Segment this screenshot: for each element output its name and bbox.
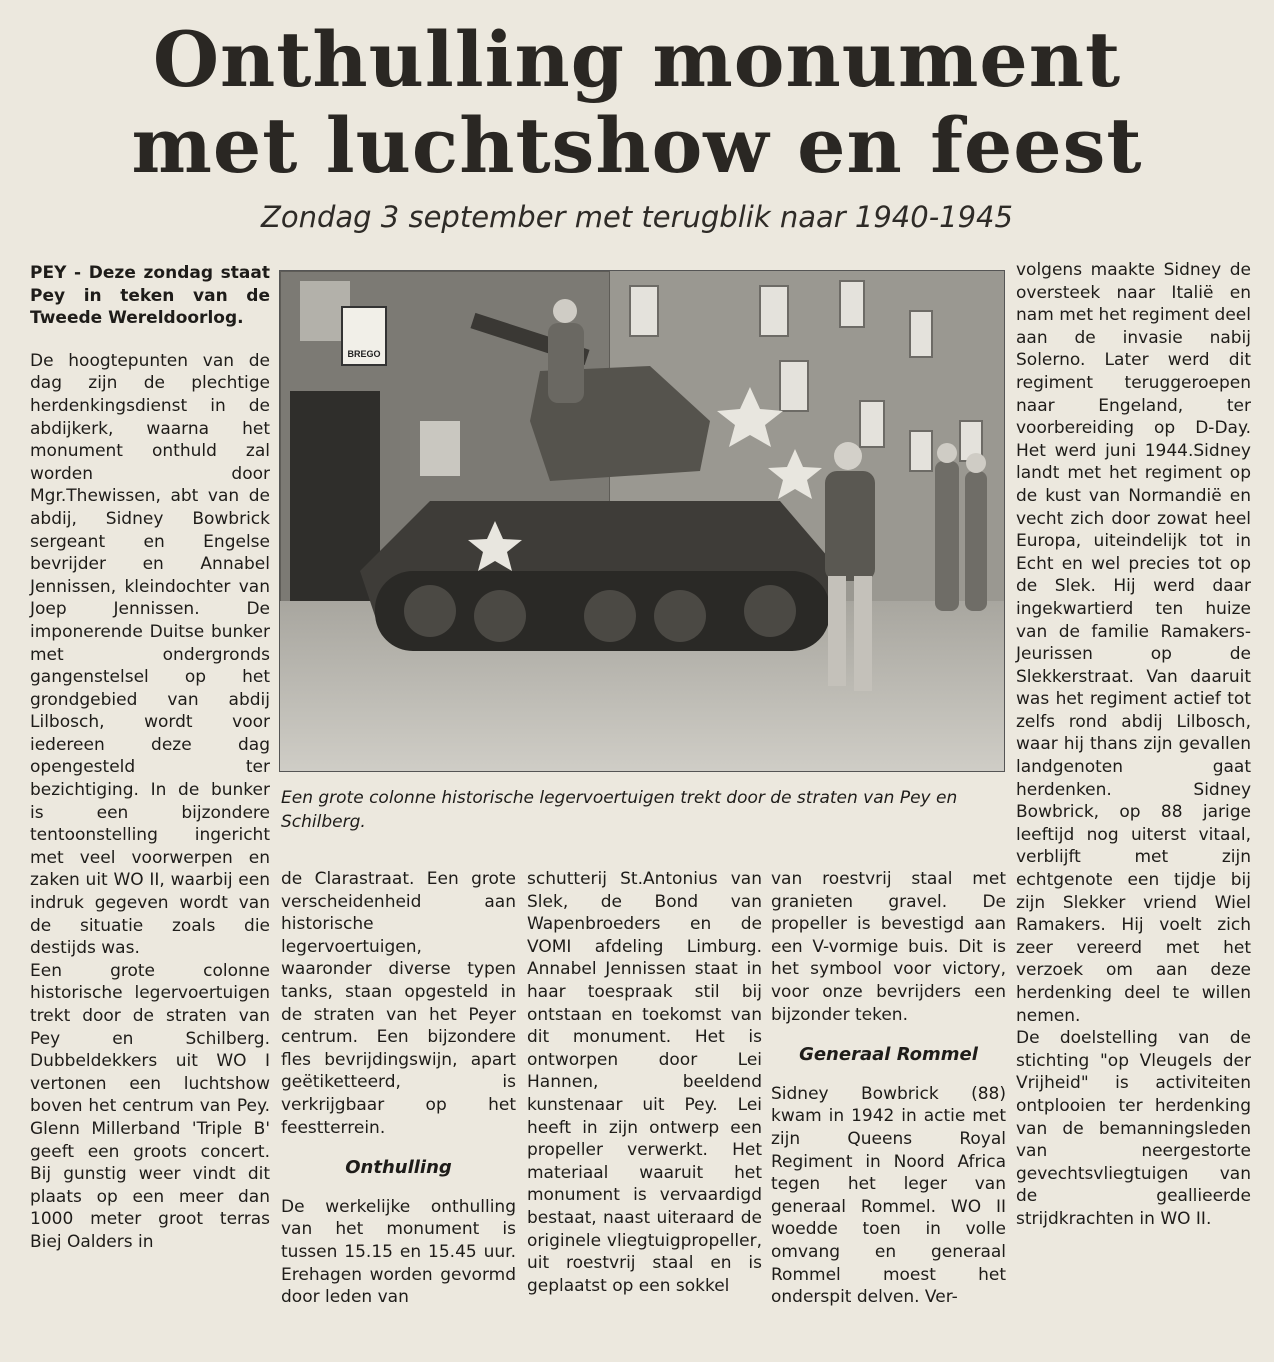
article-column-5 [1016, 259, 1251, 1231]
article-paragraph: De doelstelling van de stichting "op Vleugels der Vrijheid" is activiteiten ontplooien ter herdenking van de bemanningsleden van neergestorte gevechtsvliegtuigen van de geallieerde strijdkrachten in WO II. [1016, 1028, 1251, 1229]
subhead-generaal-rommel: Generaal Rommel [799, 1044, 978, 1066]
article-paragraph: van roestvrij staal met granieten gravel. De propeller is bevestigd aan een V-vormige buis. Dit is het symbool voor victory, voor onze bevrijders een bijzonder teken. [771, 869, 1006, 1025]
headline-line-1: Onthulling monument [152, 15, 1122, 104]
headline-line-2: met luchtshow en feest [131, 101, 1143, 190]
tank-photo [279, 270, 1005, 772]
article-paragraph: De werkelijke onthulling van het monument is tussen 15.15 en 15.45 uur. Erehagen worden gevormd door leden van [281, 1196, 516, 1308]
article-paragraph: schutterij St.Antonius van Slek, de Bond van Wapenbroeders en de VOMI afdeling Limburg. Annabel Jennissen staat in haar toespraak stil bij ontstaan en toekomst van dit monument. Het is ontworpen door Lei Hannen, beeldend kunstenaar uit Pey. Lei heeft in zijn ontwerp een propeller verwerkt. Het materiaal waaruit het monument is vervaardigd bestaat, naast uiteraard de originele vliegtuigpropeller, uit roestvrij staal en is geplaatst op een sokkel [527, 869, 762, 1296]
shop-sign-text: BREGO [347, 349, 381, 359]
article-column-1 [30, 262, 270, 1254]
article-paragraph: Sidney Bowbrick (88) kwam in 1942 in actie met zijn Queens Royal Regiment in Noord Africa tegen het leger van generaal Rommel. WO II woedde toen in volle omvang en generaal Rommel moest het onderspit delven. Ver- [771, 1083, 1006, 1308]
article-column-3 [527, 868, 762, 1297]
article-paragraph: volgens maakte Sidney de oversteek naar Italië en nam met het regiment deel aan de invasie nabij Solerno. Later werd dit regiment teruggeroepen naar Engeland, ter voorbereiding op D-Day. Het werd juni 1944.Sidney landt met het regiment op de kust van Normandië en vecht zich door zowat heel Europa, uiteindelijk tot in Echt en wel precies tot op de Slek. Hij werd daar ingekwartierd ten huize van de familie Ramakers-Jeurissen op de Slekkerstraat. Van daaruit was het regiment actief tot zelfs rond abdij Lilbosch, waar hij thans zijn gevallen landgenoten gaat herdenken. Sidney Bowbrick, op 88 jarige leeftijd nog uiterst vitaal, verblijft met zijn echtgenote een tijdje bij zijn Slekker vriend Wiel Ramakers. Hij voelt zich zeer vereerd met het verzoek om aan deze herdenking deel te willen nemen. [1016, 260, 1251, 1026]
article-paragraph: Een grote colonne historische legervoertuigen trekt door de straten van Pey en Schilberg. Dubbeldekkers uit WO I vertonen een luchtshow boven het centrum van Pey. Glenn Millerband 'Triple B' geeft een groots concert. Bij gunstig weer vindt dit plaats op een meer dan 1000 meter groot terras Biej Oalders in [30, 960, 270, 1252]
tank-photo-illustration [280, 271, 1004, 771]
article-column-2 [281, 868, 516, 1309]
photo-caption: Een grote colonne historische legervoertuigen trekt door de straten van Pey en Schilberg. [281, 788, 958, 832]
article-paragraph: de Clarastraat. Een grote verscheidenheid aan historische legervoertuigen, waaronder diverse typen tanks, staan opgesteld in de straten van het Peyer centrum. Een bijzondere fles bevrijdingswijn, apart geëtiketteerd, is verkrijgbaar op het feestterrein. [281, 869, 516, 1138]
article-column-4 [771, 868, 1006, 1309]
article-lead: PEY - Deze zondag staat Pey in teken van de Tweede Wereldoorlog. [30, 263, 270, 329]
subhead-onthulling: Onthulling [345, 1157, 452, 1179]
article-paragraph: De hoogtepunten van de dag zijn de plechtige herdenkingsdienst in de abdijkerk, waarna het monument onthuld zal worden door Mgr.Thewissen, abt van de abdij, Sidney Bowbrick sergeant en Engelse bevrijder en Annabel Jennissen, kleindochter van Joep Jennissen. De imponerende Duitse bunker met ondergronds gangenstelsel op het grondgebied van abdij Lilbosch, wordt voor iedereen deze dag opengesteld ter bezichtiging. In de bunker is een bijzondere tentoonstelling ingericht met veel voorwerpen en zaken uit WO II, waarbij een indruk gegeven wordt van de situatie zoals die destijds was. [30, 350, 270, 959]
subtitle: Zondag 3 september met terugblik naar 1940-1945 [261, 200, 1013, 234]
